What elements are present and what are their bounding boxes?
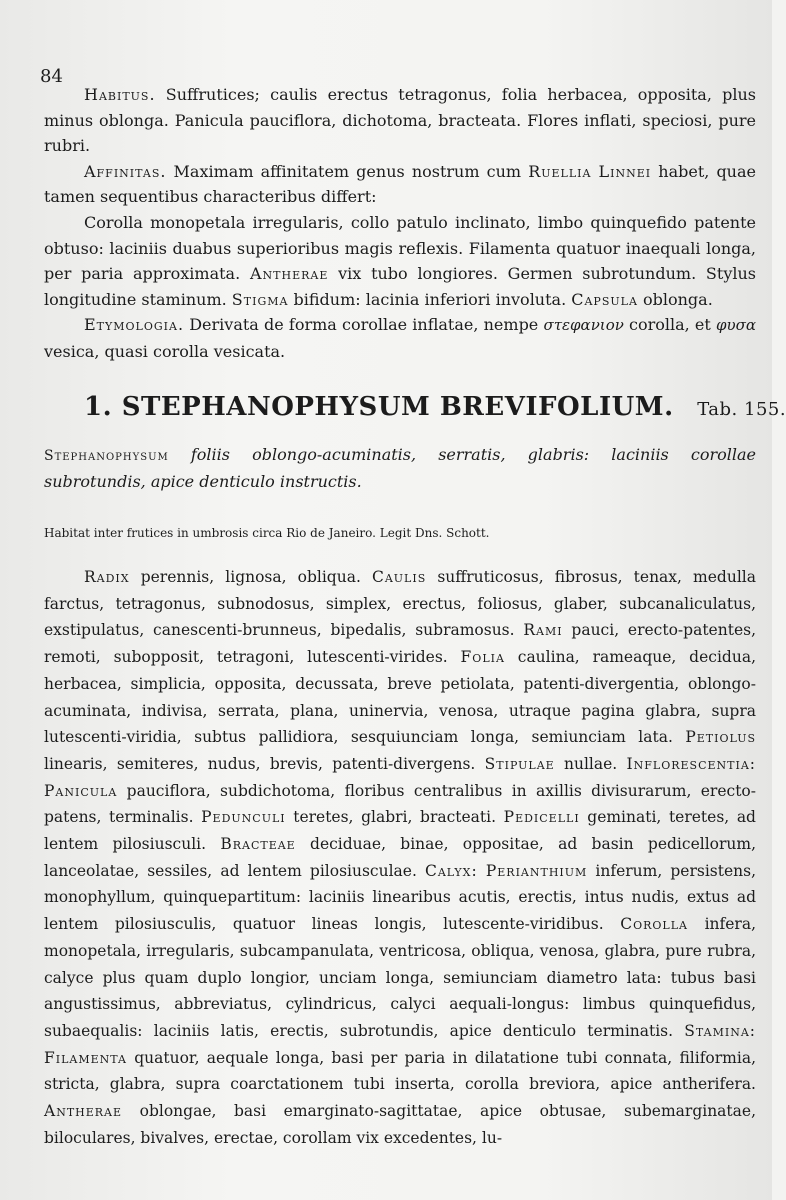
stigma-label: Stigma <box>231 289 289 309</box>
corolla-label: Corolla <box>620 915 688 934</box>
caulis-label: Caulis <box>371 568 427 586</box>
ruellia-name: Ruellia <box>528 161 592 181</box>
filamenta-text: quatuor, aequale longa, basi per paria in dilatatione tubi connata, filiformia, stricta, glabra, supra coarctationem tubi inserta, corolla breviora, apice antherifera. <box>44 1048 756 1094</box>
affinitas-text: Maximam affinitatem genus nostrum cum <box>166 161 529 181</box>
folia-text: caulina, rameaque, decidua, herbacea, simplicia, opposita, decussata, breve petiolata, patenti-divergentia, oblongo-acuminata, indivisa, serrata, plana, uninervia, venosa, utraque pagina glabra, supra lutescenti-viridia, subtus pallidiora, sesquiunciam longa, semiunciam lata. <box>44 648 756 747</box>
antherae-desc-label: Antherae <box>44 1102 123 1121</box>
species-name: STEPHANOPHYSUM BREVIFOLIUM. <box>121 392 674 422</box>
pedicelli-label: Pedicelli <box>503 808 580 827</box>
antherae-label: Antherae <box>249 264 329 284</box>
habitus-paragraph <box>44 82 756 159</box>
etymologia-text: Derivata de forma corollae inflatae, nempe <box>184 315 544 335</box>
genus-description <box>44 82 756 365</box>
perianthium-label: Perianthium <box>485 861 588 880</box>
etymologia-paragraph <box>44 312 756 364</box>
radix-text: perennis, lignosa, obliqua. <box>129 568 372 586</box>
rami-label: Rami <box>523 621 563 640</box>
affinitas-label: Affinitas. <box>84 161 167 181</box>
rami-text: pauci, erecto-patentes, remoti, subopposit, tetragoni, lutescenti-virides. <box>44 621 756 667</box>
pedunculi-text: teretes, glabri, bracteati. <box>285 808 504 827</box>
panicula-text: pauciflora, subdichotoma, floribus centralibus in axillis divisurarum, erecto-patens, terminalis. <box>44 781 756 827</box>
corolla-text-2: vix tubo longiores. Germen subrotundum. Stylus longitudine staminum. <box>44 264 756 309</box>
stamina-label: Stamina: <box>684 1021 756 1040</box>
corolla-description: infera, monopetala, irregularis, subcampanulata, ventricosa, obliqua, venosa, glabra, pure rubra, calyce plus quam duplo longior, unciam longa, semiunciam diametro lata: tubus basi angustissimus, abbreviatus, cylindricus, calyci aequali-longus: limbus quinquefidus, subaequalis: laciniis latis, erectis, subrotundis, apice denticulo terminatis. <box>44 915 756 1040</box>
linnei-name: Linnei <box>598 161 652 181</box>
affinitas-paragraph <box>44 159 756 210</box>
bracteae-text: deciduae, binae, oppositae, ad basin pedicellorum, lanceolatae, sessiles, ad lentem pilosiusculae. <box>44 835 757 880</box>
bracteae-label: Bracteae <box>220 835 296 854</box>
panicula-label: Panicula <box>44 781 118 800</box>
stipulae-label: Stipulae <box>484 754 555 773</box>
pedicelli-text: geminati, teretes, ad lentem pilosiusculi. <box>44 808 756 854</box>
folia-label: Folia <box>460 648 505 667</box>
affinitas-text-end: habet, quae tamen sequentibus characteribus differt: <box>44 161 756 207</box>
etymologia-label: Etymologia. <box>84 315 185 335</box>
habitus-label: Habitus. <box>84 85 156 104</box>
species-diagnosis <box>44 442 756 495</box>
greek-word-corolla: στεφανιον <box>543 316 624 335</box>
etymologia-text-2: corolla, et <box>623 315 717 335</box>
corolla-text: Corolla monopetala irregularis, collo patulo inclinato, limbo quinquefido patente obtuso: laciniis duabus superioribus magis reflexis. Filamenta quatuor inaequali longa, per paria approximata. <box>44 212 756 284</box>
pedunculi-label: Pedunculi <box>201 808 286 827</box>
perianthium-text: inferum, persistens, monophyllum, quinquepartitum: laciniis linearibus acutis, erectis, intus nudis, extus ad lentem pilosiusculis, quatuor lineas longis, lutescente-viridibus. <box>44 861 756 934</box>
habitat-note: Habitat inter frutices in umbrosis circa Rio de Janeiro. Legit Dns. Schott. <box>44 526 490 540</box>
greek-word-vesica: φυσα <box>716 316 757 335</box>
petiolus-text: linearis, semiteres, nudus, brevis, patenti-divergens. <box>44 754 485 773</box>
calyx-label: Calyx: <box>424 861 478 880</box>
page-number: 84 <box>40 66 63 87</box>
stipulae-text: nullae. <box>554 754 627 773</box>
petiolus-label: Petiolus <box>685 728 756 747</box>
corolla-text-4: oblonga. <box>637 289 713 309</box>
corolla-text-3: bifidum: lacinia inferiori involuta. <box>288 289 572 309</box>
filamenta-label: Filamenta <box>44 1048 127 1067</box>
habitus-text: Suffrutices; caulis erectus tetragonus, folia herbacea, opposita, plus minus oblonga. Panicula pauciflora, dichotoma, bracteata. Flores inflati, speciosi, pure rubri. <box>44 85 756 156</box>
radix-label: Radix <box>84 568 130 586</box>
corolla-paragraph <box>44 210 756 312</box>
caulis-text: suffruticosus, fibrosus, tenax, medulla farctus, tetragonus, subnodosus, simplex, erectus, foliosus, glaber, subcanaliculatus, exstipulatus, canescenti-brunneus, bipedalis, subramosus. <box>44 568 756 640</box>
plate-reference: Tab. 155. <box>697 399 786 420</box>
species-number: 1. <box>84 392 113 422</box>
inflorescentia-label: Inflorescentia: <box>626 754 757 773</box>
capsula-label: Capsula <box>571 289 638 309</box>
etymologia-text-3: vesica, quasi corolla vesicata. <box>44 341 286 361</box>
species-description <box>44 564 756 1151</box>
antherae-text: oblongae, basi emarginato-sagittatae, apice obtusae, subemarginatae, biloculares, bivalves, erectae, corollam vix excedentes, lu- <box>44 1102 756 1147</box>
diagnosis-text: foliis oblongo-acuminatis, serratis, glabris: laciniis corollae subrotundis, apice denticulo instructis. <box>44 445 756 491</box>
species-title <box>84 392 786 422</box>
diagnosis-genus: Stephanophysum <box>44 448 169 464</box>
